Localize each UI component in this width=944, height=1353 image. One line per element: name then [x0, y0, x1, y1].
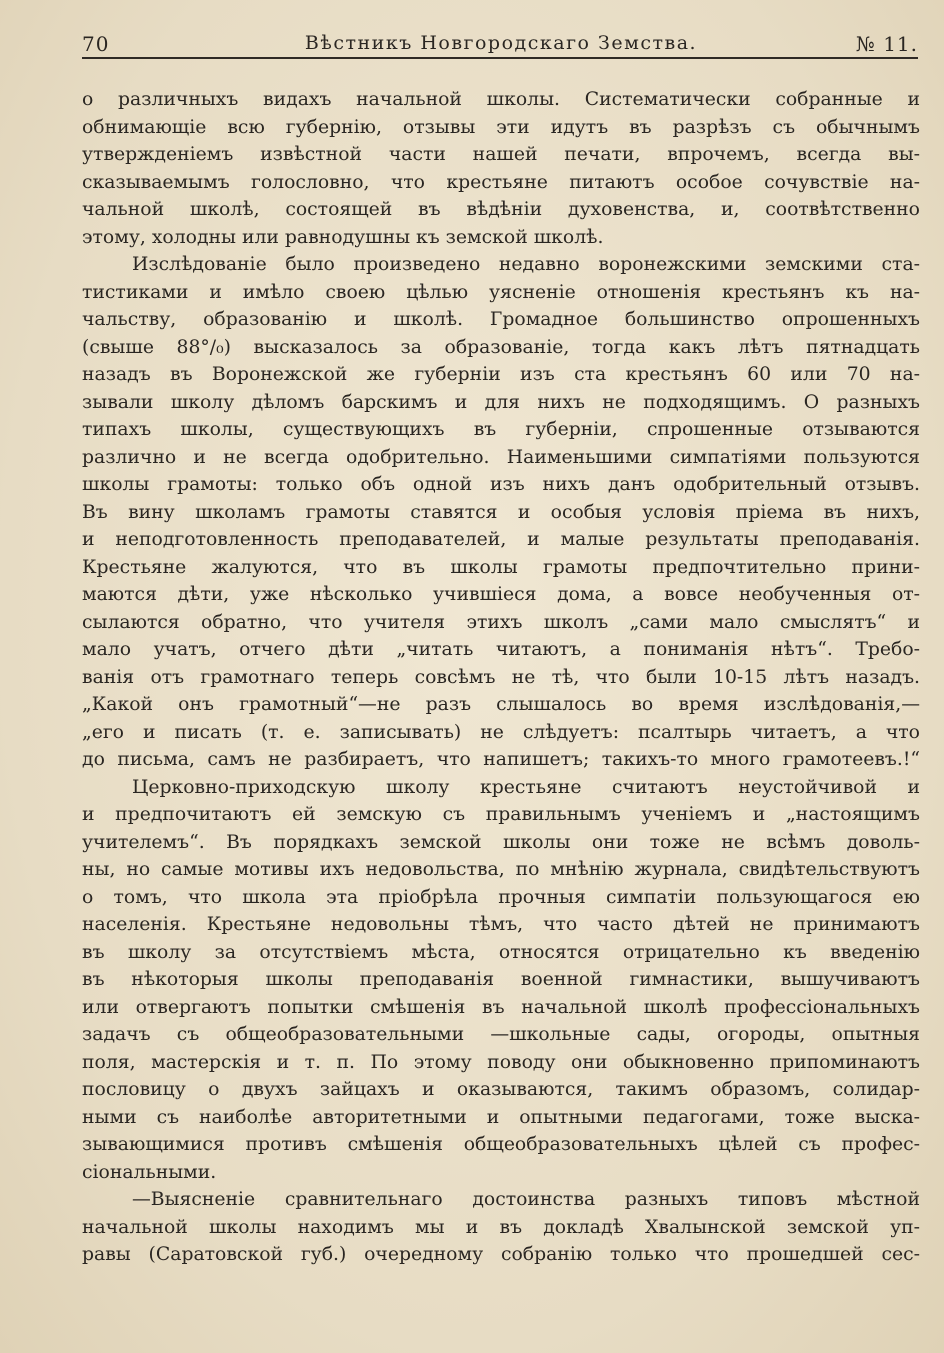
- text-line: типахъ школы, существующихъ въ губерніи, спрошенные отзываются: [82, 419, 920, 440]
- text-line: пословицу о двухъ зайцахъ и оказываются, такимъ образомъ, солидар-: [82, 1079, 920, 1100]
- text-line: мало учатъ, отчего дѣти „читать читаютъ, а пониманія нѣтъ“. Требо-: [82, 639, 920, 660]
- text-line: или отвергаютъ попытки смѣшенія въ начальной школѣ профессіональныхъ: [82, 996, 920, 1018]
- text-line: сказываемымъ голословно, что крестьяне питаютъ особое сочувствіе на-: [82, 171, 920, 193]
- text-line: равы (Саратовской губ.) очередному собранію только что прошедшей сес-: [82, 1244, 920, 1265]
- text-line: сылаются обратно, что учителя этихъ школъ „сами мало смыслятъ“ и: [82, 611, 920, 633]
- text-line: „его и писать (т. е. записывать) не слѣдуетъ: псалтырь читаетъ, а что: [82, 721, 920, 743]
- text-line: тистиками и имѣло своею цѣлью уясненіе отношенія крестьянъ къ на-: [82, 281, 920, 303]
- text-line: ными съ наиболѣе авторитетными и опытными педагогами, тоже выска-: [82, 1106, 920, 1128]
- text-line: ны, но самые мотивы ихъ недовольства, по мнѣнію журнала, свидѣтельствуютъ: [82, 859, 920, 880]
- text-line: —Выясненіе сравнительнаго достоинства разныхъ типовъ мѣстной: [132, 1189, 920, 1210]
- text-line: и неподготовленность преподавателей, и малые результаты преподаванія.: [82, 529, 920, 550]
- text-line: до письма, самъ не разбираетъ, что напишетъ; такихъ-то много грамотеевъ.!“: [82, 749, 920, 770]
- text-line: различно и не всегда одобрительно. Наименьшими симпатіями пользуются: [82, 446, 920, 468]
- text-line: назадъ въ Воронежской же губерніи изъ ста крестьянъ 60 или 70 на-: [82, 364, 920, 385]
- text-line: (свыше 88°/₀) высказалось за образованіе, тогда какъ лѣтъ пятнадцать: [82, 336, 920, 358]
- text-line: въ нѣкоторыя школы преподаванія военной гимнастики, вышучиваютъ: [82, 969, 920, 990]
- text-line: населенія. Крестьяне недовольны тѣмъ, что часто дѣтей не принимаютъ: [82, 914, 920, 935]
- text-line: Въ вину школамъ грамоты ставятся и особыя условія пріема въ нихъ,: [82, 501, 920, 523]
- text-line: маются дѣти, уже нѣсколько учившіеся дома, а вовсе необученныя от-: [82, 584, 920, 605]
- text-line: Изслѣдованіе было произведено недавно воронежскими земскими ста-: [132, 254, 920, 275]
- text-line: „Какой онъ грамотный“—не разъ слышалось во время изслѣдованія,—: [82, 694, 920, 715]
- text-line: сіональными.: [82, 1161, 217, 1183]
- text-line: учителемъ“. Въ порядкахъ земской школы они тоже не всѣмъ доволь-: [82, 831, 920, 853]
- text-line: чальной школѣ, состоящей въ вѣдѣніи духовенства, и, соотвѣтственно: [82, 199, 920, 220]
- issue-number: № 11.: [855, 32, 918, 56]
- text-line: школы грамоты: только объ одной изъ нихъ данъ одобрительный отзывъ.: [82, 474, 920, 495]
- text-line: въ школу за отсутствіемъ мѣста, относятся отрицательно къ введенію: [82, 941, 920, 963]
- page-number: 70: [82, 32, 110, 56]
- text-line: о томъ, что школа эта пріобрѣла прочныя симпатіи пользующагося ею: [82, 886, 920, 908]
- text-line: поля, мастерскія и т. п. По этому поводу они обыкновенно припоминаютъ: [82, 1051, 920, 1073]
- text-line: чальству, образованію и школѣ. Громадное большинство опрошенныхъ: [82, 309, 920, 330]
- text-line: о различныхъ видахъ начальной школы. Систематически собранные и: [82, 89, 920, 110]
- text-line: зывающимися противъ смѣшенія общеобразовательныхъ цѣлей съ профес-: [82, 1134, 920, 1155]
- header-rule: [82, 57, 918, 59]
- text-line: утвержденіемъ извѣстной части нашей печати, впрочемъ, всегда вы-: [82, 144, 920, 165]
- text-line: этому, холодны или равнодушны къ земской школѣ.: [82, 226, 604, 248]
- text-line: зывали школу дѣломъ барскимъ и для нихъ не подходящимъ. О разныхъ: [82, 391, 920, 413]
- page-header: [82, 30, 920, 58]
- article-body: [82, 86, 920, 1269]
- text-line: Крестьяне жалуются, что въ школы грамоты предпочтительно прини-: [82, 556, 920, 578]
- text-line: начальной школы находимъ мы и въ докладѣ Хвалынской земской уп-: [82, 1216, 920, 1238]
- text-line: обнимающіе всю губернію, отзывы эти идутъ въ разрѣзъ съ обычнымъ: [82, 116, 920, 138]
- text-line: Церковно-приходскую школу крестьяне считаютъ неустойчивой и: [132, 776, 920, 798]
- text-line: ванія отъ грамотнаго теперь совсѣмъ не тѣ, что были 10-15 лѣтъ назадъ.: [82, 666, 920, 688]
- text-line: и предпочитаютъ ей земскую съ правильнымъ ученіемъ и „настоящимъ: [82, 804, 920, 825]
- journal-title: Вѣстникъ Новгородскаго Земства.: [304, 32, 698, 54]
- text-line: задачъ съ общеобразовательными —школьные сады, огороды, опытныя: [82, 1024, 920, 1045]
